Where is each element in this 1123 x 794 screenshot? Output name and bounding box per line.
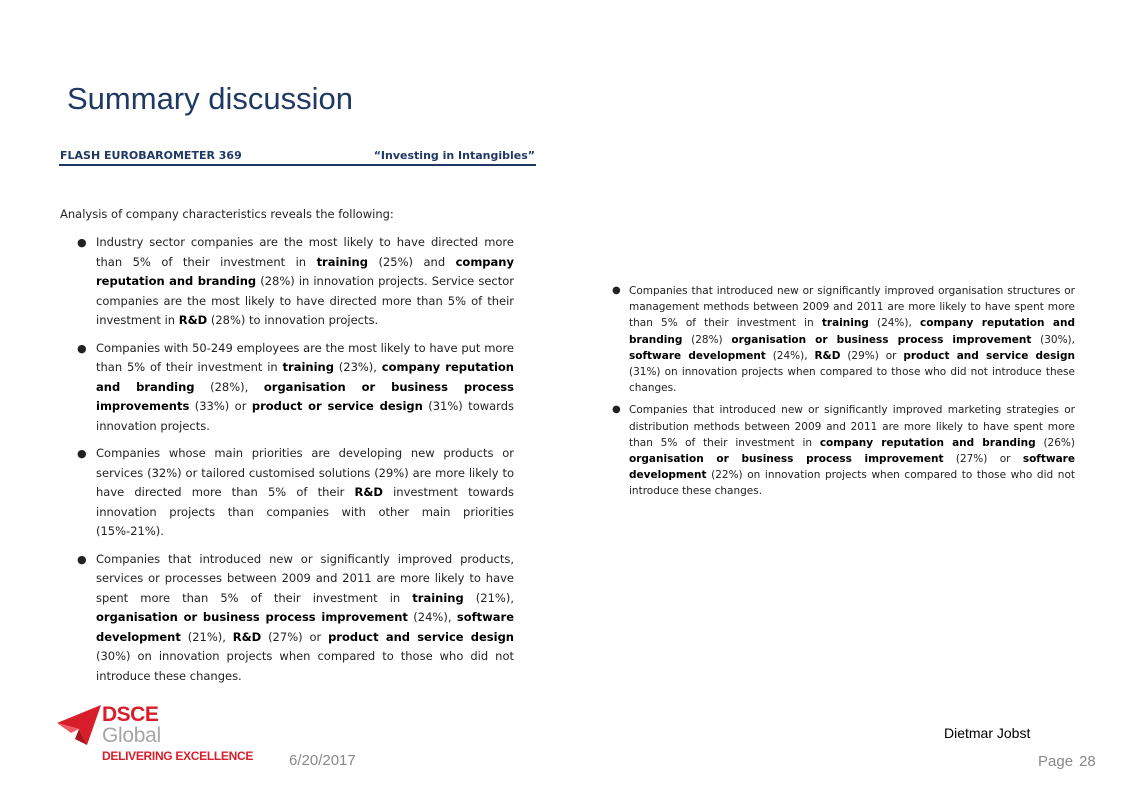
bullet-icon: ● <box>612 285 621 296</box>
emphasis-term: software development <box>629 453 1075 482</box>
list-item <box>612 283 1076 396</box>
intro-paragraph: Analysis of company characteristics reveals the following: <box>60 207 394 221</box>
emphasis-term: product and service design <box>903 349 1075 362</box>
page-label: Page <box>1038 753 1074 770</box>
list-item-text: Companies that introduced new or significantly improved products, services or processes between 2009 and 2011 are more likely to have spent more than 5% of their investment in training (21%), organisation or business process improvement (24%), software development (21%), R&D (27%) or product and service design (30%) on innovation projects when compared to those who did not introduce these changes. <box>96 551 514 683</box>
company-logo <box>57 703 257 767</box>
emphasis-term: company reputation and branding <box>96 254 514 288</box>
bullet-icon: ● <box>77 236 87 249</box>
emphasis-term: product or service design <box>251 399 423 413</box>
bullet-icon: ● <box>77 341 87 355</box>
emphasis-term: training <box>821 317 869 330</box>
logo-text-dsce: DSCE <box>102 703 159 726</box>
slide-title: Summary discussion <box>67 81 353 116</box>
bullet-icon: ● <box>612 404 621 416</box>
red-arrow-logo-icon <box>57 705 103 747</box>
page-number-value: 28 <box>1079 753 1096 770</box>
logo-text-global: Global <box>102 724 161 747</box>
emphasis-term: organisation or business process improvement <box>731 333 1032 346</box>
emphasis-term: company reputation and branding <box>629 317 1076 346</box>
emphasis-term: training <box>412 590 464 605</box>
emphasis-term: R&D <box>814 349 841 362</box>
emphasis-term: R&D <box>178 313 208 327</box>
emphasis-term: organisation or business process improvements <box>96 379 514 413</box>
emphasis-term: product and service design <box>328 629 514 644</box>
list-item-text: Companies that introduced new or significantly improved marketing strategies or distribution methods between 2009 and 2011 are more likely to have spent more than 5% of their investment in company reputation and branding (26%) organisation or business process improvement (27%) or software development (22%) on innovation projects when compared to those who did not introduce these changes. <box>629 404 1075 498</box>
list-item <box>77 444 514 542</box>
emphasis-term: training <box>282 360 334 374</box>
emphasis-term: R&D <box>232 629 262 644</box>
list-item-text: Companies with 50-249 employees are the most likely to have put more than 5% of their investment in training (23%), company reputation and branding (28%), organisation or business process improvements (33%) or product or service design (31%) towards innovation projects. <box>96 340 514 433</box>
emphasis-term: organisation or business process improvement <box>96 610 408 624</box>
emphasis-term: R&D <box>354 485 383 499</box>
right-bullet-list <box>610 283 1075 500</box>
list-item <box>612 402 1075 499</box>
right-text-column <box>610 283 1075 506</box>
document-header-series: FLASH EUROBAROMETER 369 <box>60 149 242 162</box>
footer-date: 6/20/2017 <box>289 752 356 769</box>
logo-tagline: DELIVERING EXCELLENCE <box>102 749 254 763</box>
bullet-icon: ● <box>77 447 87 460</box>
list-item <box>77 339 514 437</box>
list-item-text: Companies that introduced new or significantly improved organisation structures or management methods between 2009 and 2011 are more likely to have spent more than 5% of their investment in training (24%), company reputation and branding (28%) organisation or business process improvement (30%), software development (24%), R&D (29%) or product and service design (31%) on innovation projects when compared to those who did not introduce these changes. <box>629 285 1076 395</box>
left-bullet-list <box>59 233 514 686</box>
emphasis-term: company reputation and branding <box>96 360 514 394</box>
left-text-column <box>59 205 514 694</box>
emphasis-term: company reputation and branding <box>819 436 1036 449</box>
author-name: Dietmar Jobst <box>944 725 1031 741</box>
list-item <box>77 550 514 687</box>
list-item <box>77 233 514 331</box>
document-header <box>59 148 536 166</box>
emphasis-term: software development <box>629 349 766 362</box>
page-number <box>1038 753 1096 770</box>
bullet-icon: ● <box>77 552 87 566</box>
emphasis-term: training <box>316 254 368 269</box>
list-item-text: Industry sector companies are the most likely to have directed more than 5% of their investment in training (25%) and company reputation and branding (28%) in innovation projects. Service sector companies are the most likely to have directed more than 5% of their investment in R&D (28%) to innovation projects. <box>96 235 514 327</box>
emphasis-term: software development <box>96 610 514 644</box>
list-item-text: Companies whose main priorities are developing new products or services (32%) or tailored customised solutions (29%) are more likely to have directed more than 5% of their R&D investment towards innovation projects than companies with other main priorities (15%-21%). <box>96 446 514 538</box>
document-header-title: “Investing in Intangibles” <box>373 149 535 162</box>
emphasis-term: organisation or business process improvement <box>629 453 944 466</box>
